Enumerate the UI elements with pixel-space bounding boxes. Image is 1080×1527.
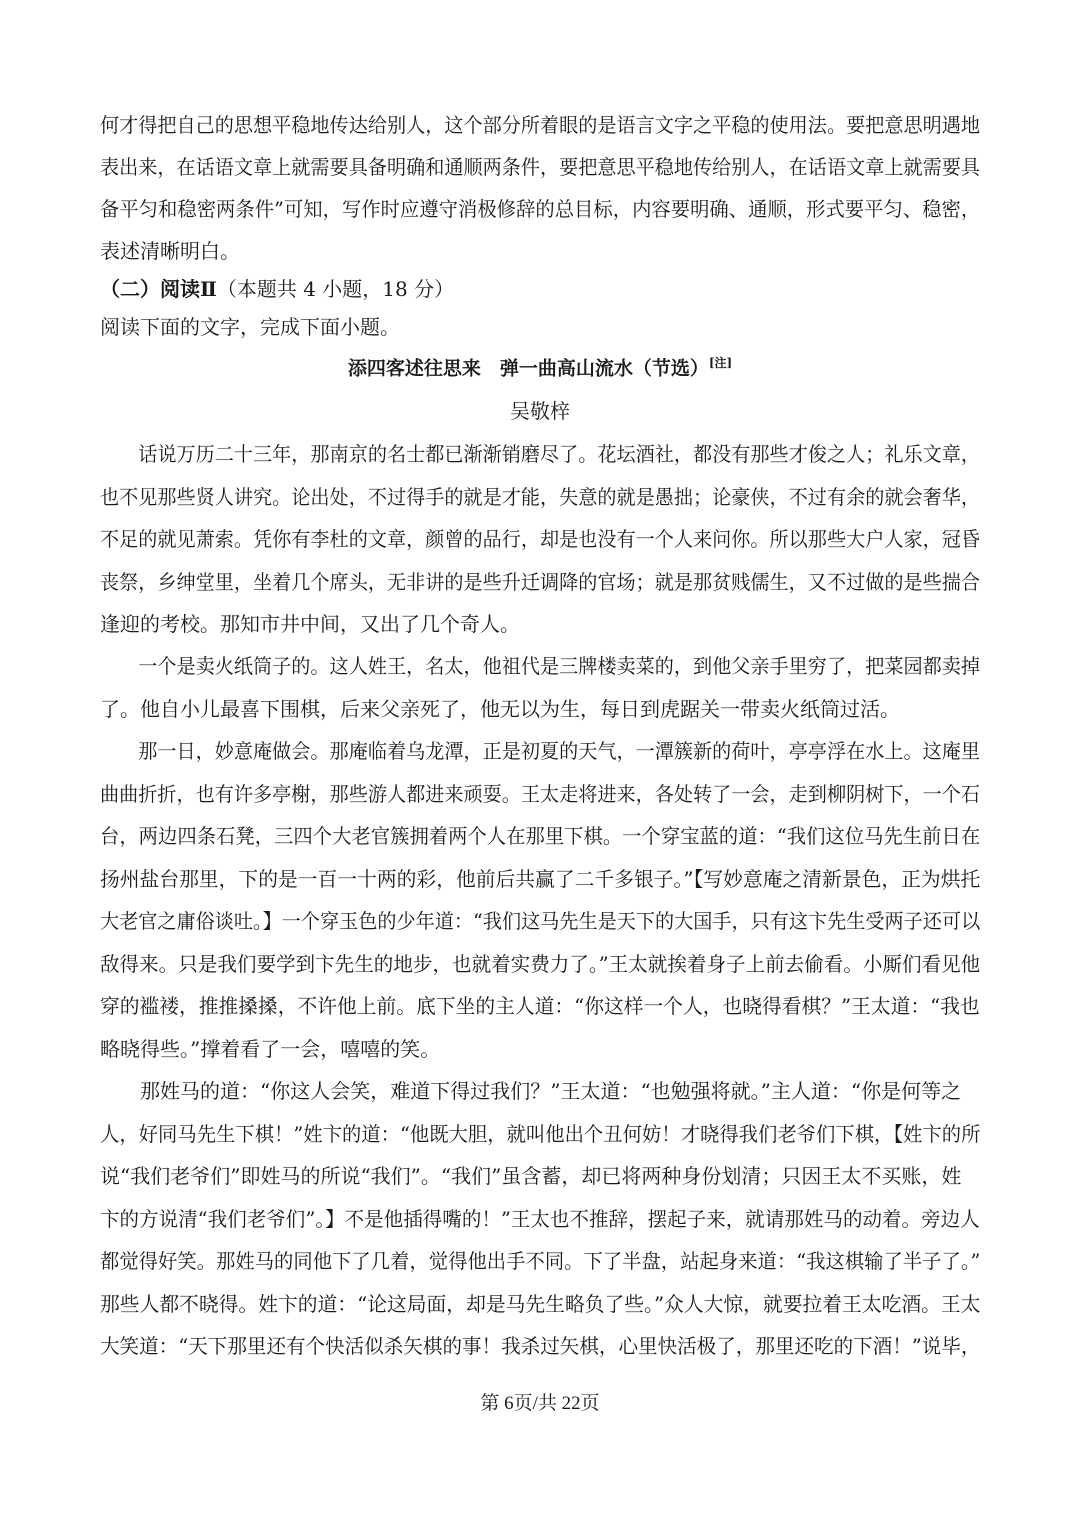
article-author: 吴敬梓 — [510, 399, 570, 423]
intro-line: 何才得把自己的思想平稳地传达给别人，这个部分所着眼的是语言文字之平稳的使用法。要把意思明遇地 — [100, 113, 980, 137]
article-line: 了。他自小儿最喜下围棋，后来父亲死了，他无以为生，每日到虎踞关一带卖火纸筒过活。 — [100, 697, 900, 721]
intro-line: 表述清晰明白。 — [100, 239, 240, 263]
article-line: 大笑道：“天下那里还有个快活似杀矢棋的事！我杀过矢棋，心里快活极了，那里还吃的下酒！”说毕， — [100, 1334, 981, 1358]
article-line: 也不见那些贤人讲究。论出处，不过得手的就是才能，失意的就是愚拙；论豪侠，不过有余的就会奢华， — [100, 485, 980, 509]
article-line: 那些人都不晓得。姓卞的道：“论这局面，却是马先生略负了些。”众人大惊，就要拉着王太吃酒。王太 — [100, 1292, 981, 1316]
section-heading-title: （二）阅读Ⅱ — [100, 277, 217, 301]
article-line: 逢迎的考校。那知市井中间，又出了几个奇人。 — [100, 612, 520, 636]
article-line: 略晓得些。”撑着看了一会，嘻嘻的笑。 — [100, 1037, 441, 1061]
article-line: 台，两边四条石凳，三四个大老官簇拥着两个人在那里下棋。一个穿宝蓝的道：“我们这位马先生前日在 — [100, 824, 981, 848]
article-line: 敌得来。只是我们要学到卞先生的地步，也就着实费力了。”王太就挨着身子上前去偷看。小厮们看见他 — [100, 952, 981, 976]
article-line: 穿的褴褛，推推搡搡，不许他上前。底下坐的主人道：“你这样一个人，也晓得看棋？”王太道：“我也 — [100, 994, 980, 1018]
section-instruction: 阅读下面的文字，完成下面小题。 — [100, 315, 400, 339]
article-line: 都觉得好笑。那姓马的同他下了几着，觉得他出手不同。下了半盘，站起身来道：“我这棋输了半子了。” — [100, 1249, 981, 1273]
article-line: 那一日，妙意庵做会。那庵临着乌龙潭，正是初夏的天气，一潭簇新的荷叶，亭亭浮在水上。这庵里 — [100, 739, 980, 763]
article-line: 一个是卖火纸筒子的。这人姓王，名太，他祖代是三牌楼卖菜的，到他父亲手里穷了，把菜园都卖掉 — [100, 654, 980, 678]
article-line: 那姓马的道：“你这人会笑，难道下得过我们？”王太道：“也勉强将就。”主人道：“你是何等之 — [100, 1079, 962, 1103]
article-line: 话说万历二十三年，那南京的名士都已渐渐销磨尽了。花坛酒社，都没有那些才俊之人；礼乐文章， — [100, 442, 980, 466]
section-heading-note: （本题共 4 小题，18 分） — [216, 277, 455, 301]
article-line: 丧祭，乡绅堂里，坐着几个席头，无非讲的是些升迁调降的官场；就是那贫贱儒生，又不过做的是些揣合 — [100, 570, 980, 594]
article-title-text: 添四客述往思来 弹一曲高山流水（节选） — [347, 357, 709, 380]
page-number: 第 6页/共 22页 — [480, 1393, 600, 1414]
article-note-mark: [注] — [708, 356, 733, 370]
intro-line: 表出来，在话语文章上就需要具备明确和通顺两条件，要把意思平稳地传给别人，在话语文章上就需要具 — [100, 155, 980, 179]
article-line: 人，好同马先生下棋！”姓卞的道：“他既大胆，就叫他出个丑何妨！才晓得我们老爷们下棋，【姓卞的所 — [100, 1122, 981, 1146]
article-line: 卞的方说清“我们老爷们”。】不是他插得嘴的！”王太也不推辞，摆起子来，就请那姓马的动着。旁边人 — [100, 1207, 980, 1231]
article-line: 不足的就见萧索。凭你有李杜的文章，颜曾的品行，却是也没有一个人来问你。所以那些大户人家，冠昏 — [100, 527, 980, 551]
article-line: 说“我们老爷们”即姓马的所说“我们”。“我们”虽含蓄，却已将两种身份划清；只因王太不买账，姓 — [100, 1164, 962, 1188]
article-line: 扬州盐台那里，下的是一百一十两的彩，他前后共赢了二千多银子。”【写妙意庵之清新景色，正为烘托 — [100, 867, 981, 891]
intro-line: 备平匀和稳密两条件”可知，写作时应遵守消极修辞的总目标，内容要明确、通顺，形式要平匀、稳密， — [100, 197, 981, 221]
section-heading — [100, 279, 454, 299]
article-title — [0, 357, 1080, 378]
article-line: 大老官之庸俗谈吐。】一个穿玉色的少年道：“我们这马先生是天下的大国手，只有这卞先生受两子还可以 — [100, 909, 981, 933]
article-line: 曲曲折折，也有许多亭榭，那些游人都进来顽耍。王太走将进来，各处转了一会，走到柳阴树下，一个石 — [100, 782, 980, 806]
